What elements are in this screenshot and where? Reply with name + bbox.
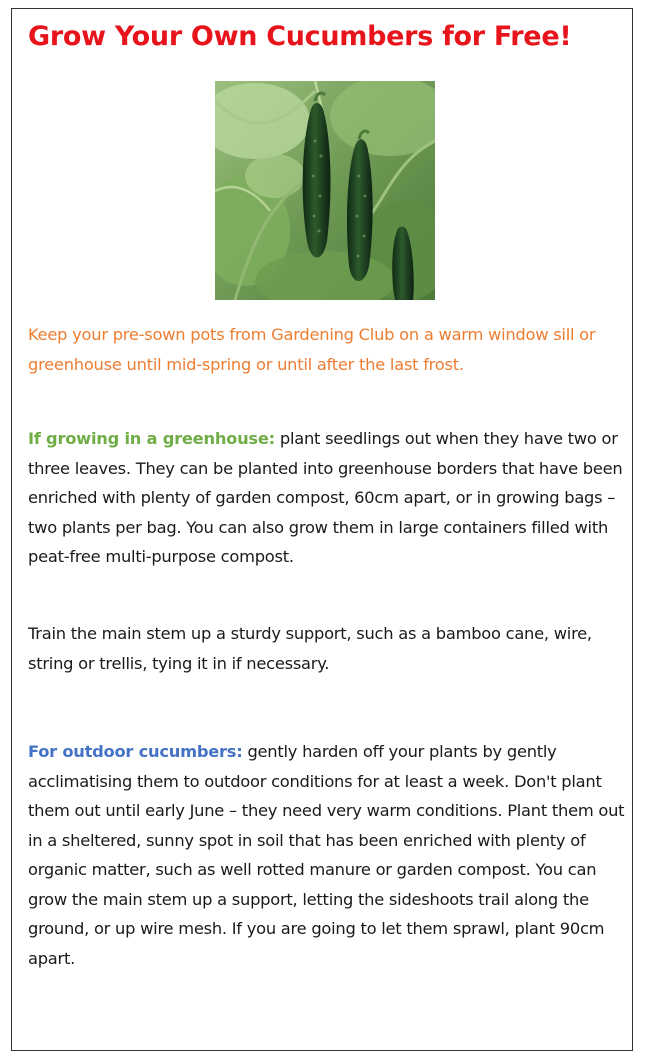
training-paragraph xyxy=(28,619,628,678)
intro-paragraph xyxy=(28,320,628,379)
outdoor-paragraph xyxy=(28,737,628,973)
outdoor-text: gently harden off your plants by gently acclimatising them to outdoor conditions for at least a week. Don't plant them out until early June – they need very warm conditions. Plant them out in a sheltered, sunny spot in soil that has been enriched with plenty of organic matter, such as well rotted manure or garden compost. You can grow the main stem up a support, letting the sideshoots trail along the ground, or up wire mesh. If you are going to let them sprawl, plant 90cm apart. xyxy=(28,742,625,968)
outdoor-lead: For outdoor cucumbers: xyxy=(28,742,243,761)
training-text: Train the main stem up a sturdy support, such as a bamboo cane, wire, string or trellis, tying it in if necessary. xyxy=(28,624,592,673)
cucumber-photo xyxy=(215,81,435,300)
greenhouse-lead: If growing in a greenhouse: xyxy=(28,429,275,448)
page-title: Grow Your Own Cucumbers for Free! xyxy=(28,21,572,52)
document-frame xyxy=(11,8,633,1051)
cucumber-photo-icon xyxy=(215,81,435,300)
greenhouse-text: plant seedlings out when they have two or three leaves. They can be planted into greenhouse borders that have been enriched with plenty of garden compost, 60cm apart, or in growing bags – two plants per bag. You can also grow them in large containers filled with peat-free multi-purpose compost. xyxy=(28,429,623,566)
intro-text: Keep your pre-sown pots from Gardening Club on a warm window sill or greenhouse until mid-spring or until after the last frost. xyxy=(28,325,596,374)
greenhouse-paragraph xyxy=(28,424,628,572)
